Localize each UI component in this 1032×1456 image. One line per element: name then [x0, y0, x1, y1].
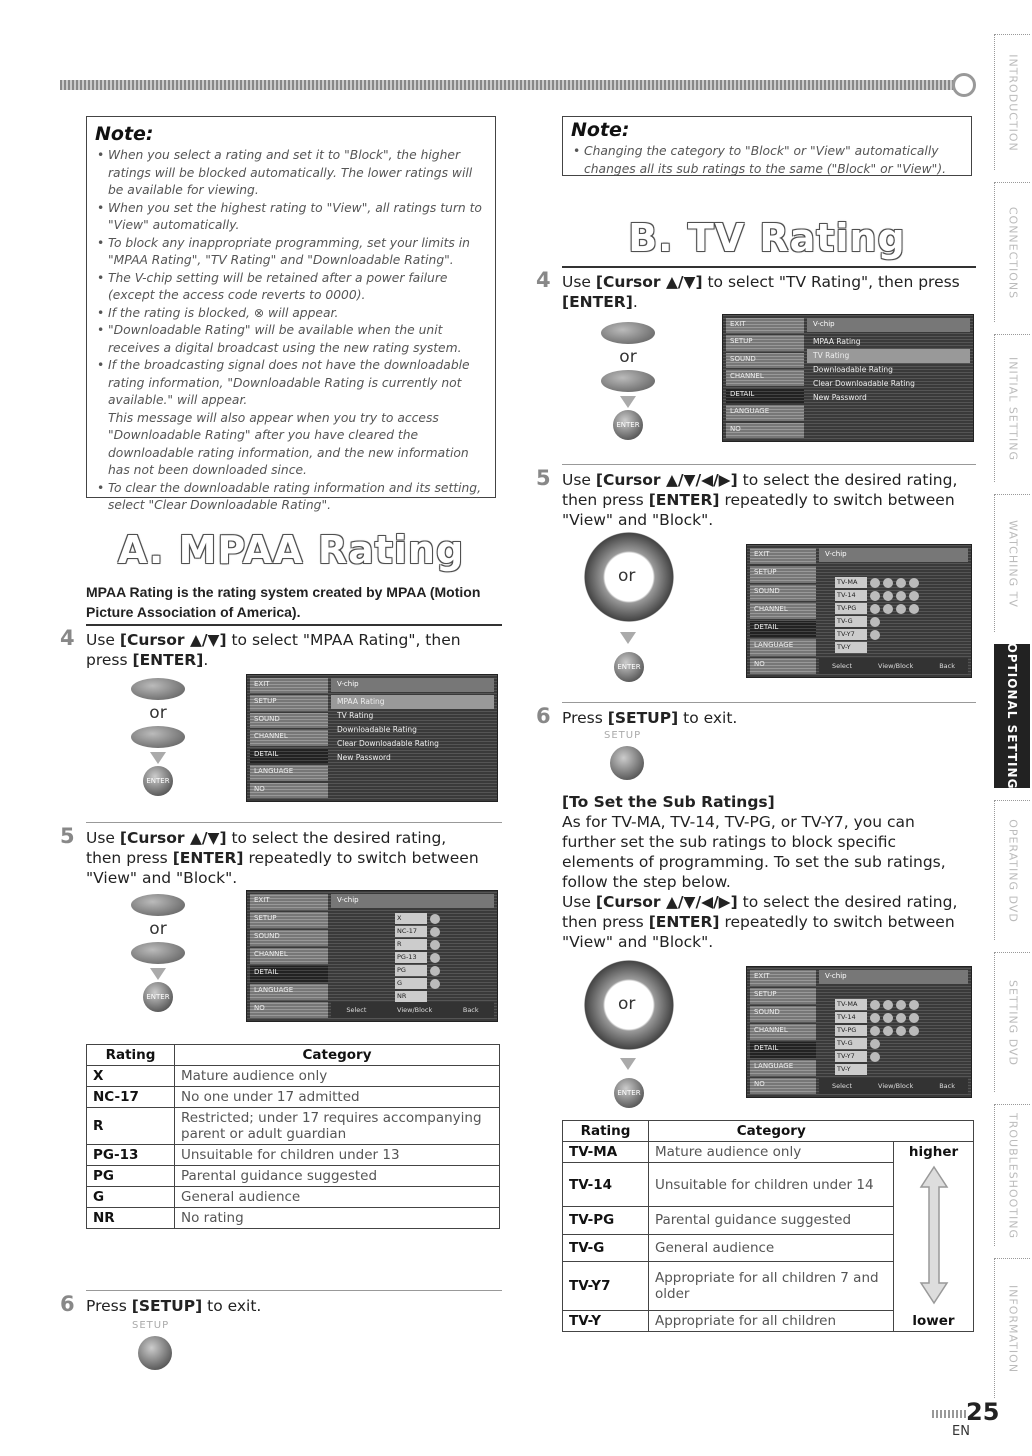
screen-tab: LANGUAGE [726, 405, 804, 420]
screen-tab: CHANNEL [750, 1024, 816, 1040]
screen-tab: CHANNEL [750, 603, 816, 619]
side-tab-initial-setting[interactable]: INITIAL SETTING [994, 334, 1030, 482]
screen-tab: CHANNEL [250, 948, 328, 964]
grid-row [395, 965, 440, 976]
note-item: • When you set the highest rating to "View", all ratings turn to "View" automatically. [97, 200, 485, 235]
top-rule-circle-icon [952, 73, 976, 97]
grid-label: NC-17 [395, 926, 427, 937]
lock-icon [870, 1026, 880, 1036]
cursor-down-icon [131, 726, 185, 748]
category-cell: General audience [175, 1187, 500, 1208]
screen-tabs [726, 318, 804, 438]
step-number: 4 [60, 626, 75, 650]
setup-label: SETUP [604, 730, 642, 741]
screen-menu-item: Downloadable Rating [337, 725, 417, 734]
lock-icon [896, 604, 906, 614]
screen-header: V-chip [331, 678, 494, 692]
table-header-blank [894, 1121, 974, 1142]
screen-tabs [750, 548, 816, 674]
section-b-heading: B. TV Rating [628, 216, 906, 260]
side-tab-introduction[interactable]: INTRODUCTION [994, 34, 1030, 170]
lock-icon [430, 914, 440, 924]
category-cell: Mature audience only [649, 1142, 894, 1163]
step-number: 5 [536, 466, 551, 490]
grid-label: TV-14 [835, 590, 867, 601]
screen-tab: SETUP [750, 566, 816, 582]
lock-icon [870, 1052, 880, 1062]
grid-label: TV-Y7 [835, 629, 867, 640]
note-item: • When you select a rating and set it to "Block", the higher ratings will be blocked automatically. The lower ratings will be available for viewing. [97, 147, 485, 200]
grid-row [835, 642, 919, 653]
lock-icon [870, 1039, 880, 1049]
side-tab-setting-dvd[interactable]: SETTING DVD [994, 952, 1030, 1092]
rating-cell: TV-PG [563, 1207, 649, 1235]
table-header: Category [175, 1045, 500, 1066]
step-5-text: Use [Cursor ▲/▼/◀/▶] to select the desired rating, then press [ENTER] repeatedly to switch between "View" and "Block". [562, 471, 958, 529]
screen-tab: DETAIL [750, 1042, 816, 1058]
category-cell: Mature audience only [175, 1066, 500, 1087]
screen-rating-grid [835, 577, 919, 653]
screen-menu-item: MPAA Rating [331, 695, 494, 709]
screen-tabs [250, 678, 328, 798]
note-item: • Changing the category to "Block" or "View" automatically changes all its sub ratings to the same ("Block" or "View"). [573, 143, 961, 178]
lock-icon [909, 578, 919, 588]
scale-arrow-cell [894, 1163, 974, 1311]
screen-menu-item: TV Rating [807, 349, 970, 363]
table-row [87, 1087, 500, 1108]
note-item: • If the broadcasting signal does not have the downloadable rating information, "Downloadable Rating is currently not available." will appear. [97, 357, 485, 410]
grid-label: TV-MA [835, 577, 867, 588]
screen-tab: EXIT [750, 970, 816, 986]
table-row [563, 1311, 974, 1332]
lock-icon [870, 1013, 880, 1023]
or-label: or [149, 919, 167, 939]
rating-cell: G [87, 1187, 175, 1208]
step-number: 4 [536, 268, 551, 292]
rating-cell: TV-Y [563, 1311, 649, 1332]
category-cell: Appropriate for all children 7 and older [649, 1262, 894, 1311]
grid-row [835, 577, 919, 588]
category-cell: Unsuitable for children under 13 [175, 1145, 500, 1166]
grid-row [835, 1038, 919, 1049]
table-header: Category [649, 1121, 894, 1142]
screen-footer [331, 1002, 494, 1018]
category-cell: Parental guidance suggested [649, 1207, 894, 1235]
step-rule [562, 266, 976, 268]
rating-cell: TV-G [563, 1234, 649, 1262]
side-tab-connections[interactable]: CONNECTIONS [994, 182, 1030, 322]
scale-higher: higher [894, 1142, 974, 1163]
foot-view-block: View/Block [397, 1006, 433, 1014]
screen-tab: SOUND [726, 353, 804, 368]
foot-back: Back [939, 1082, 955, 1090]
note-list [97, 147, 485, 515]
category-cell: Appropriate for all children [649, 1311, 894, 1332]
step-4-text: Use [Cursor ▲/▼] to select "MPAA Rating", then press [ENTER]. [86, 631, 461, 669]
step-number: 5 [60, 824, 75, 848]
screen-tab: LANGUAGE [250, 984, 328, 1000]
screen-menu-item: TV Rating [337, 711, 374, 720]
grid-row [395, 991, 440, 1002]
screen-tab: EXIT [250, 894, 328, 910]
grid-row [835, 616, 919, 627]
step-rule [562, 464, 976, 465]
rating-cell: NC-17 [87, 1087, 175, 1108]
sub-ratings-step: Use [Cursor ▲/▼/◀/▶] to select the desired rating, then press [ENTER] repeatedly to switch between "View" and "Block". [562, 893, 958, 951]
grid-row [835, 1051, 919, 1062]
category-cell: Unsuitable for children under 14 [649, 1163, 894, 1207]
lock-icon [896, 1000, 906, 1010]
cursor-down-icon [601, 370, 655, 392]
grid-label: TV-PG [835, 603, 867, 614]
screen-tab: SETUP [250, 695, 328, 710]
or-label: or [149, 703, 167, 723]
step-6-text: Press [SETUP] to exit. [86, 1297, 262, 1315]
lock-icon [896, 591, 906, 601]
remote-cursor-group [588, 322, 668, 440]
screen-tab: NO [750, 658, 816, 674]
foot-view-block: View/Block [878, 662, 914, 670]
lock-icon [896, 578, 906, 588]
step-rule [562, 702, 976, 703]
screen-tab: SETUP [726, 335, 804, 350]
screen-tab: SOUND [750, 1006, 816, 1022]
screen-header: V-chip [807, 318, 970, 332]
foot-select: Select [831, 1082, 853, 1090]
grid-label: TV-G [835, 1038, 867, 1049]
lock-icon [909, 1026, 919, 1036]
screen-tabs [250, 894, 328, 1018]
note-item: • To block any inappropriate programming, set your limits in "MPAA Rating", "TV Rating" and "Downloadable Rating". [97, 235, 485, 270]
table-row [87, 1145, 500, 1166]
screen-tab: LANGUAGE [750, 639, 816, 655]
table-row [87, 1108, 500, 1145]
double-arrow-icon [919, 1165, 949, 1305]
screen-menu-item: MPAA Rating [813, 337, 861, 346]
arrow-down-icon [150, 968, 166, 980]
grid-row [395, 978, 440, 989]
lock-icon [870, 604, 880, 614]
screen-tab: NO [726, 423, 804, 438]
screen-menu-item: Downloadable Rating [813, 365, 893, 374]
table-header: Rating [563, 1121, 649, 1142]
lock-icon [430, 940, 440, 950]
screen-tab: EXIT [750, 548, 816, 564]
enter-button-icon: ENTER [614, 1078, 644, 1108]
note-left [86, 116, 496, 512]
or-label: or [618, 994, 636, 1014]
screen-tab: CHANNEL [250, 730, 328, 745]
table-header-row [563, 1121, 974, 1142]
cursor-down-icon [131, 942, 185, 964]
screen-tab: NO [750, 1078, 816, 1094]
arrow-down-icon [150, 752, 166, 764]
rating-cell: NR [87, 1208, 175, 1229]
category-cell: No rating [175, 1208, 500, 1229]
page-number: 25 [966, 1398, 1000, 1426]
grid-row [835, 629, 919, 640]
tv-screen-tv-subgrid [746, 966, 972, 1098]
screen-rating-grid [835, 999, 919, 1075]
lock-icon [870, 1000, 880, 1010]
grid-label: X [395, 913, 427, 924]
setup-label: SETUP [132, 1320, 170, 1331]
screen-tab: EXIT [726, 318, 804, 333]
lock-icon [883, 1026, 893, 1036]
lock-icon [430, 966, 440, 976]
grid-label: TV-14 [835, 1012, 867, 1023]
grid-label: PG [395, 965, 427, 976]
side-tab-operating-dvd[interactable]: OPERATING DVD [994, 800, 1030, 940]
screen-tab: LANGUAGE [750, 1060, 816, 1076]
screen-tab: NO [250, 1002, 328, 1018]
sub-ratings-title: [To Set the Sub Ratings] [562, 793, 775, 811]
table-row [87, 1066, 500, 1087]
screen-tab: DETAIL [250, 966, 328, 982]
grid-label: TV-Y7 [835, 1051, 867, 1062]
table-row [563, 1163, 974, 1207]
grid-row [835, 1012, 919, 1023]
mpaa-rating-table [86, 1044, 500, 1229]
note-item: • To clear the downloadable rating information and its setting, select "Clear Downloadable Rating". [97, 480, 485, 515]
arrow-down-icon [620, 1058, 636, 1070]
grid-row [395, 913, 440, 924]
grid-row [395, 939, 440, 950]
category-cell: No one under 17 admitted [175, 1087, 500, 1108]
arrow-down-icon [620, 632, 636, 644]
lock-icon [909, 591, 919, 601]
category-cell: General audience [649, 1234, 894, 1262]
grid-row [395, 952, 440, 963]
screen-tab: NO [250, 783, 328, 798]
remote-cursor-group [118, 894, 198, 1012]
lock-icon [896, 1013, 906, 1023]
lock-icon [430, 927, 440, 937]
remote-cursor-group [118, 678, 198, 796]
lock-icon [909, 1000, 919, 1010]
note-title: Note: [95, 123, 154, 145]
screen-tab: SETUP [250, 912, 328, 928]
note-item: • The V-chip setting will be retained after a power failure (except the access code reverts to 0000). [97, 270, 485, 305]
screen-tab: EXIT [250, 678, 328, 693]
foot-back: Back [462, 1006, 479, 1014]
step-rule [86, 1290, 502, 1291]
grid-label: PG-13 [395, 952, 427, 963]
table-row [87, 1208, 500, 1229]
screen-footer [819, 658, 968, 674]
step-5-text: Use [Cursor ▲/▼] to select the desired rating, then press [ENTER] repeatedly to switch between "View" and "Block". [86, 829, 479, 887]
enter-button-icon: ENTER [614, 652, 644, 682]
tv-screen-mpaa-grid [246, 890, 498, 1022]
cursor-up-icon [131, 678, 185, 700]
scale-lower: lower [894, 1311, 974, 1332]
note-item: • If the rating is blocked, ⊗ will appear. [97, 305, 485, 323]
foot-select: Select [831, 662, 853, 670]
screen-tab: LANGUAGE [250, 765, 328, 780]
lock-icon [883, 1000, 893, 1010]
screen-tab: DETAIL [750, 621, 816, 637]
screen-tab: DETAIL [726, 388, 804, 403]
grid-label: TV-G [835, 616, 867, 627]
grid-row [835, 1064, 919, 1075]
grid-label: NR [395, 991, 427, 1002]
category-cell: Restricted; under 17 requires accompanying parent or adult guardian [175, 1108, 500, 1145]
section-a-heading: A. MPAA Rating [117, 528, 465, 572]
screen-tabs [750, 970, 816, 1094]
screen-header: V-chip [819, 548, 968, 562]
grid-label: TV-MA [835, 999, 867, 1010]
rating-cell: X [87, 1066, 175, 1087]
lock-icon [430, 953, 440, 963]
step-rule [86, 624, 502, 626]
screen-rating-grid [395, 913, 440, 1002]
screen-menu-item: Clear Downloadable Rating [813, 379, 915, 388]
tv-screen-tv-grid [746, 544, 972, 678]
or-label: or [618, 566, 636, 586]
screen-header: V-chip [331, 894, 494, 908]
grid-row [395, 926, 440, 937]
tv-screen-menu [722, 314, 974, 442]
grid-row [835, 590, 919, 601]
step-4-text: Use [Cursor ▲/▼] to select "TV Rating", then press [ENTER]. [562, 273, 960, 311]
lock-icon [909, 1013, 919, 1023]
note-item: This message will also appear when you try to access "Downloadable Rating" after you have cleared the downloadable rating information, and the new information has not been downloaded since. [108, 410, 469, 477]
section-a-intro: MPAA Rating is the rating system created by MPAA (Motion Picture Association of America). [86, 584, 481, 620]
rating-cell: TV-MA [563, 1142, 649, 1163]
enter-button-icon: ENTER [143, 766, 173, 796]
tv-rating-table [562, 1120, 974, 1332]
screen-menu-item: New Password [813, 393, 867, 402]
lock-icon [870, 591, 880, 601]
grid-label: TV-PG [835, 1025, 867, 1036]
tv-screen-menu [246, 674, 498, 802]
sub-ratings-text: As for TV-MA, TV-14, TV-PG, or TV-Y7, you can further set the sub ratings to block specific elements of programming. To set the sub ratings, follow the step below. [562, 813, 946, 891]
lock-icon [870, 578, 880, 588]
enter-button-icon: ENTER [143, 982, 173, 1012]
step-6-text: Press [SETUP] to exit. [562, 709, 738, 727]
table-row [87, 1166, 500, 1187]
screen-tab: CHANNEL [726, 370, 804, 385]
lock-icon [870, 617, 880, 627]
cursor-up-icon [131, 894, 185, 916]
grid-label: R [395, 939, 427, 950]
rating-cell: PG [87, 1166, 175, 1187]
screen-menu-list [807, 335, 970, 405]
grid-label: TV-Y [835, 1064, 867, 1075]
note-right [562, 116, 972, 176]
lock-icon [870, 630, 880, 640]
note-item: • "Downloadable Rating" will be available when the unit receives a digital broadcast using the new rating system. [97, 322, 485, 357]
lock-icon [883, 591, 893, 601]
table-header: Rating [87, 1045, 175, 1066]
side-tab-troubleshooting[interactable]: TROUBLESHOOTING [994, 1104, 1030, 1246]
lock-icon [883, 1013, 893, 1023]
grid-label: TV-Y [835, 642, 867, 653]
screen-menu-list [331, 695, 494, 765]
note-title: Note: [571, 119, 630, 141]
page-number-dots [932, 1410, 966, 1418]
side-tab-optional-setting[interactable]: OPTIONAL SETTING [994, 644, 1030, 788]
arrow-down-icon [620, 396, 636, 408]
rating-cell: R [87, 1108, 175, 1145]
screen-footer [819, 1078, 968, 1094]
grid-row [835, 1025, 919, 1036]
rating-cell: TV-14 [563, 1163, 649, 1207]
step-number: 6 [536, 704, 551, 728]
lock-icon [896, 1026, 906, 1036]
note-list [573, 143, 961, 178]
or-label: or [619, 347, 637, 367]
screen-menu-item: New Password [337, 753, 391, 762]
screen-header: V-chip [819, 970, 968, 984]
table-header-row [87, 1045, 500, 1066]
screen-tab: SOUND [250, 713, 328, 728]
table-row [563, 1142, 974, 1163]
side-tab-information[interactable]: INFORMATION [994, 1258, 1030, 1398]
grid-row [835, 603, 919, 614]
rating-cell: PG-13 [87, 1145, 175, 1166]
screen-tab: SOUND [750, 585, 816, 601]
screen-tab: SOUND [250, 930, 328, 946]
page-language: EN [952, 1424, 970, 1439]
setup-button-icon [138, 1336, 172, 1370]
screen-tab: SETUP [750, 988, 816, 1004]
table-row [87, 1187, 500, 1208]
step-rule [86, 822, 502, 823]
category-cell: Parental guidance suggested [175, 1166, 500, 1187]
screen-tab: DETAIL [250, 748, 328, 763]
lock-icon [883, 578, 893, 588]
step-number: 6 [60, 1292, 75, 1316]
lock-icon [909, 604, 919, 614]
lock-icon [883, 604, 893, 614]
foot-back: Back [939, 662, 955, 670]
setup-button-icon [610, 746, 644, 780]
screen-menu-item: Clear Downloadable Rating [337, 739, 439, 748]
cursor-up-icon [601, 322, 655, 344]
side-tab-watching-tv[interactable]: WATCHING TV [994, 494, 1030, 632]
enter-button-icon: ENTER [613, 410, 643, 440]
top-rule [60, 80, 960, 90]
lock-icon [430, 979, 440, 989]
grid-label: G [395, 978, 427, 989]
grid-row [835, 999, 919, 1010]
foot-select: Select [346, 1006, 367, 1014]
foot-view-block: View/Block [878, 1082, 914, 1090]
rating-cell: TV-Y7 [563, 1262, 649, 1311]
